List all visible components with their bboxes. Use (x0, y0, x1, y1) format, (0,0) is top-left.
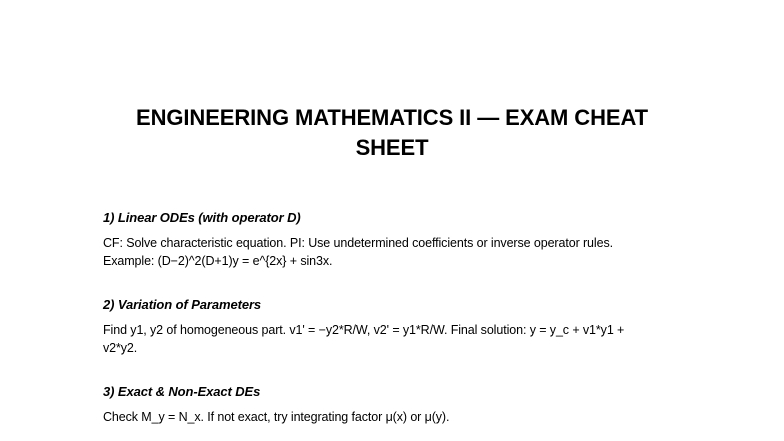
section-body-line: Check M_y = N_x. If not exact, try integrating factor μ(x) or μ(y). (103, 410, 450, 424)
section-heading: 1) Linear ODEs (with operator D) (103, 210, 301, 225)
section-body-line: Example: (D−2)^2(D+1)y = e^{2x} + sin3x. (103, 254, 333, 268)
section-variation-of-parameters (103, 297, 703, 357)
section-body-line: v2*y2. (103, 341, 138, 355)
section-heading: 3) Exact & Non-Exact DEs (103, 384, 261, 399)
section-linear-odes (103, 210, 703, 270)
section-body (103, 234, 703, 270)
document-title: ENGINEERING MATHEMATICS II — EXAM CHEAT SHEET (136, 105, 648, 160)
section-body (103, 321, 703, 357)
section-body-line: Find y1, y2 of homogeneous part. v1' = −y2*R/W, v2' = y1*R/W. Final solution: y = y_c + v1*y1 + (103, 323, 625, 337)
section-heading: 2) Variation of Parameters (103, 297, 262, 312)
section-exact-non-exact (103, 384, 703, 426)
section-body (103, 408, 703, 426)
section-body-line: CF: Solve characteristic equation. PI: Use undetermined coefficients or inverse operator rules. (103, 236, 613, 250)
